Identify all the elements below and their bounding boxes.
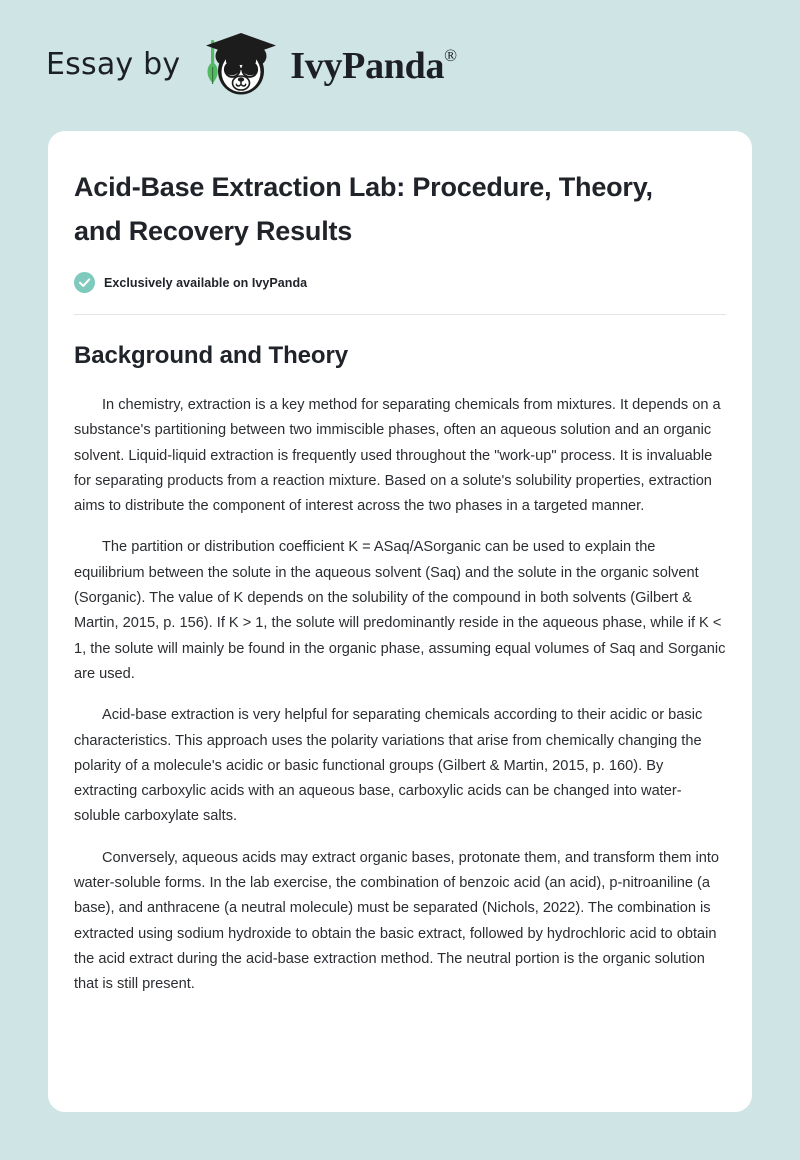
- ivypanda-wordmark: [290, 44, 457, 87]
- body-paragraph: Acid-base extraction is very helpful for separating chemicals according to their acidic or basic characteristics. This approach uses the polarity variations that arise from chemically changing the polarity of a molecule's acidic or basic functional groups (Gilbert & Martin, 2015, p. 160). By extracting carboxylic acids with an aqueous base, carboxylic acids can be changed into water-soluble carboxylate salts.: [74, 707, 703, 825]
- body-paragraph: The partition or distribution coefficient K = ASaq/ASorganic can be used to explain the equilibrium between the solute in the aqueous solvent (Saq) and the solute in the organic solvent (Sorganic). The value of K depends on the solubility of the compound in both solvents (Gilbert & Martin, 2015, p. 156). If K > 1, the solute will predominantly reside in the aqueous phase, while if K < 1, the solute will mainly be found in the organic phase, assuming equal volumes of Saq and Sorganic are used.: [74, 539, 726, 682]
- status-badge-label: Exclusively available on IvyPanda: [104, 275, 308, 290]
- essay-card: [48, 131, 752, 1112]
- registered-trademark-mark: ®: [444, 45, 457, 65]
- body-paragraph: Conversely, aqueous acids may extract organic bases, protonate them, and transform them into water-soluble forms. In the lab exercise, the combination of benzoic acid (an acid), p-nitroaniline (a base), and anthracene (a neutral molecule) must be separated (Nichols, 2022). The combination is extracted using sodium hydroxide to obtain the basic extract, followed by hydrochloric acid to obtain the acid extract during the acid-base extraction method. The neutral portion is the organic solution that is still present.: [74, 849, 720, 993]
- panda-graduate-icon: [194, 26, 286, 102]
- brand-logo-lockup[interactable]: [46, 28, 457, 104]
- wordmark-text: IvyPanda: [290, 44, 445, 87]
- essay-by-label: Essay by: [46, 46, 181, 82]
- check-circle-icon: [74, 272, 95, 293]
- section-heading: Background and Theory: [74, 342, 348, 369]
- body-paragraph: In chemistry, extraction is a key method for separating chemicals from mixtures. It depends on a substance's partitioning between two immiscible phases, often an aqueous solution and an organic solvent. Liquid-liquid extraction is frequently used throughout the "work-up" process. It is invaluable for separating products from a reaction mixture. Based on a solute's solubility properties, extraction aims to distribute the component of interest across the two phases in a targeted manner.: [74, 397, 721, 515]
- brand-header: [0, 0, 800, 131]
- page-title: Acid-Base Extraction Lab: Procedure, Theory, and Recovery Results: [74, 172, 653, 246]
- status-badge: [74, 272, 726, 293]
